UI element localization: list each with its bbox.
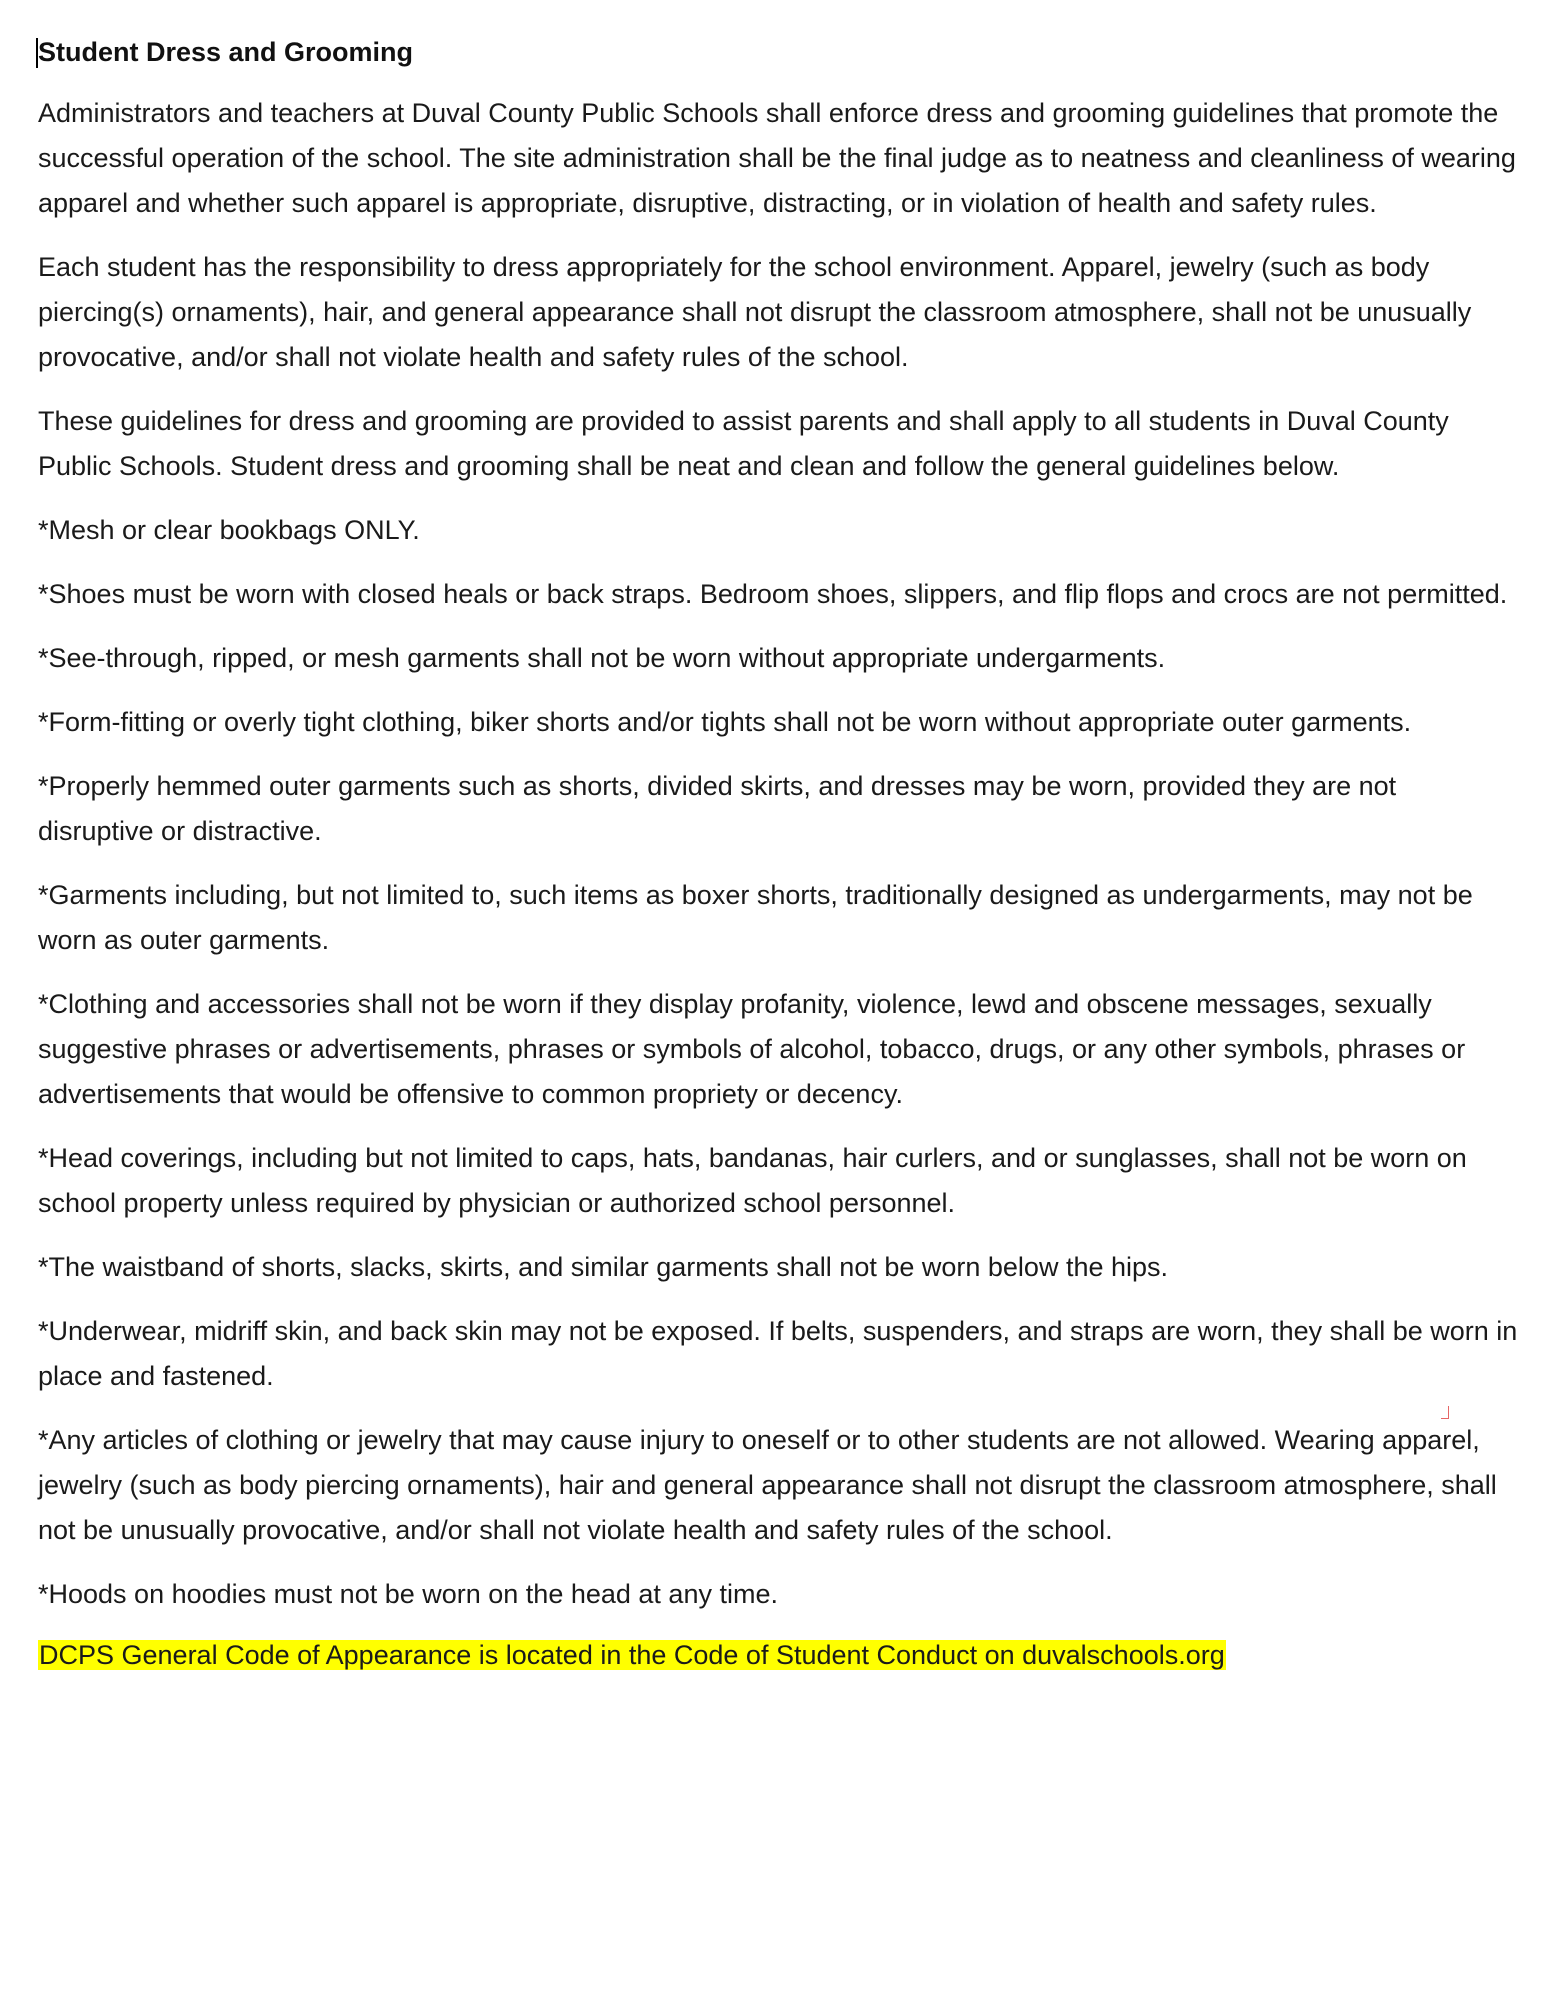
rule-undergarments: *Garments including, but not limited to, such items as boxer shorts, traditionally designed as undergarments, may not be worn as outer garments. xyxy=(38,880,1473,955)
document-title-line xyxy=(38,32,1518,72)
text-cursor xyxy=(36,38,38,68)
paragraph-guidelines: These guidelines for dress and grooming are provided to assist parents and shall apply to all students in Duval County Public Schools. Student dress and grooming shall be neat and clean and follow the general guidelines below. xyxy=(38,406,1449,481)
paragraph-responsibility: Each student has the responsibility to dress appropriately for the school environment. Apparel, jewelry (such as body piercing(s) ornaments), hair, and general appearance shall not disrupt the classroom atmosphere, shall not be unusually provocative, and/or shall not violate health and safety rules of the school. xyxy=(38,252,1472,372)
rule-hemmed-garments: *Properly hemmed outer garments such as shorts, divided skirts, and dresses may be worn, provided they are not disruptive or distractive. xyxy=(38,771,1397,846)
rule-injury: *Any articles of clothing or jewelry that may cause injury to oneself or to other students are not allowed. Wearing apparel, jewelry (such as body piercing ornaments), hair and general appearance shall not disrupt the classroom atmosphere, shall not be unusually provocative, and/or shall not violate health and safety rules of the school. xyxy=(38,1425,1497,1545)
rule-bookbags: *Mesh or clear bookbags ONLY. xyxy=(38,515,420,545)
code-of-appearance-note xyxy=(38,1636,1518,1674)
document-title: Student Dress and Grooming xyxy=(38,37,414,67)
rule-clothing-messages: *Clothing and accessories shall not be worn if they display profanity, violence, lewd and obscene messages, sexually suggestive phrases or advertisements, phrases or symbols of alcohol, tobacco, drugs, or any other symbols, phrases or advertisements that would be offensive to common propriety or decency. xyxy=(38,989,1466,1109)
rule-see-through: *See-through, ripped, or mesh garments shall not be worn without appropriate undergarments. xyxy=(38,643,1166,673)
rule-form-fitting: *Form-fitting or overly tight clothing, biker shorts and/or tights shall not be worn without appropriate outer garments. xyxy=(38,707,1412,737)
rule-waistband: *The waistband of shorts, slacks, skirts, and similar garments shall not be worn below the hips. xyxy=(38,1252,1169,1282)
highlighted-text: DCPS General Code of Appearance is located in the Code of Student Conduct on duvalschools.org xyxy=(39,1640,1225,1670)
rule-shoes: *Shoes must be worn with closed heals or back straps. Bedroom shoes, slippers, and flip flops and crocs are not permitted. xyxy=(38,579,1508,609)
paragraph-intro: Administrators and teachers at Duval County Public Schools shall enforce dress and grooming guidelines that promote the successful operation of the school. The site administration shall be the final judge as to neatness and cleanliness of wearing apparel and whether such apparel is appropriate, disruptive, distracting, or in violation of health and safety rules. xyxy=(38,98,1516,218)
rule-head-coverings: *Head coverings, including but not limited to caps, hats, bandanas, hair curlers, and or sunglasses, shall not be worn on school property unless required by physician or authorized school personnel. xyxy=(38,1143,1467,1218)
rule-exposure: *Underwear, midriff skin, and back skin may not be exposed. If belts, suspenders, and straps are worn, they shall be worn in place and fastened. xyxy=(38,1316,1518,1391)
rule-hoods: *Hoods on hoodies must not be worn on the head at any time. xyxy=(38,1579,778,1609)
revision-mark xyxy=(1441,1406,1449,1419)
document-body xyxy=(38,32,1518,1674)
